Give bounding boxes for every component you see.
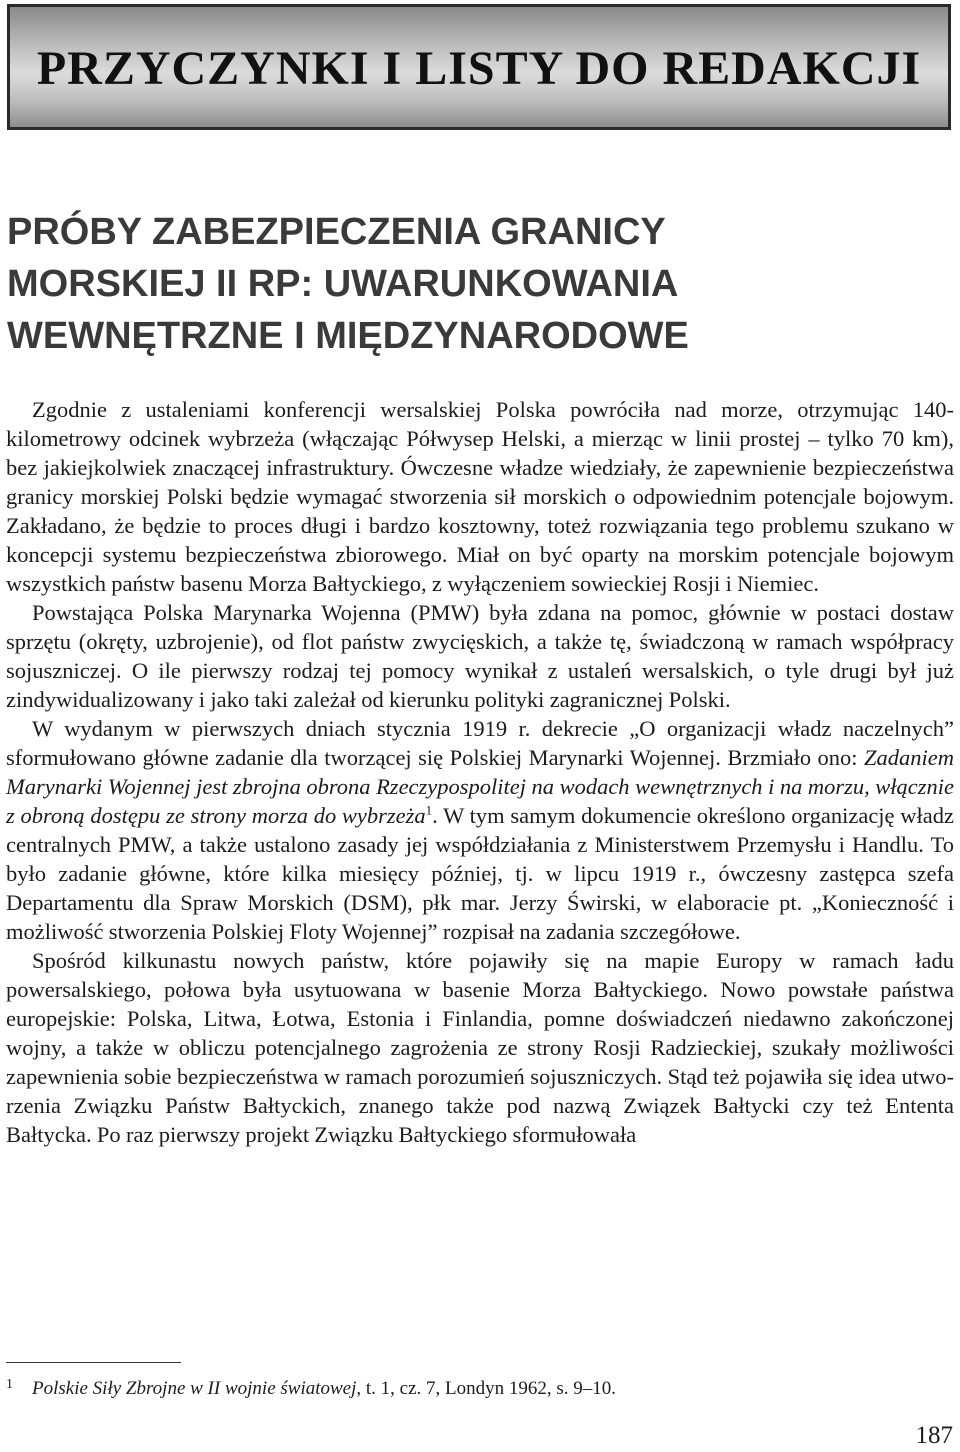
footnote — [6, 1372, 954, 1402]
paragraph — [6, 714, 954, 946]
footnote-divider — [6, 1362, 181, 1363]
paragraph-text: Spośród kilkunastu nowych państw, które pojawiły się na mapie Europy w ramach ładu powersalskiego, połowa była usytuowana w basenie Morza Bałtyckiego. Nowo powstałe państwa europejskie: Polska, Litwa, Łotwa, Estonia i Finlandia, pomne doświadczeń niedawno zakończonej wojny, a także w obliczu potencjalnego zagrożenia ze strony Rosji Radzieckiej, szukały możliwości zapewnienia sobie bezpieczeństwa w ramach porozumień sojuszniczych. Stąd też pojawiła się idea utworzenia Związku Państw Bałtyckich, znanego także pod nazwą Związek Bałtycki czy też Ententa Bałtycka. Po raz pierwszy projekt Związku Bałtyckiego sformułowała — [6, 948, 954, 1147]
paragraph-text: W wydanym w pierwszych dniach stycznia 1919 r. dekrecie „O organizacji władz naczelnych” sformułowano główne zadanie dla tworzącej się Polskiej Marynarki Wojennej. Brzmiało ono: — [6, 716, 954, 770]
footnote-source-details: , t. 1, cz. 7, Londyn 1962, s. 9–10. — [356, 1378, 617, 1399]
paragraph-text: . W tym samym dokumencie określono organizację władz centralnych PMW, a także ustalono zasady jej współdziałania z Ministerstwem Przemysłu i Handlu. To było zadanie główne, które kilka miesięcy później, tj. w lipcu 1919 r., ówczesny zastępca szefa Departamentu dla Spraw Morskich (DSM), płk mar. Jerzy Świrski, w elaboracie pt. „Konieczność i możliwość stworzenia Polskiej Floty Wojennej” rozpisał na zadania szczegółowe. — [6, 803, 954, 944]
article-title — [7, 206, 689, 362]
article-body — [6, 395, 954, 1149]
paragraph — [6, 395, 954, 598]
paragraph — [6, 946, 954, 1149]
article-title-line: MORSKIEJ II RP: UWARUNKOWANIA — [7, 263, 679, 305]
footnote-reference[interactable]: 1 — [425, 802, 433, 818]
section-heading: PRZYCZYNKI I LISTY DO REDAKCJI — [36, 41, 922, 95]
paragraph — [6, 598, 954, 714]
decree-quote: Zadaniem Marynarki Wojennej jest zbrojna obrona Rzeczypospolitej na wodach wewnętrznych i na morzu, włącznie z obroną dostępu ze strony morza do wybrzeża — [6, 745, 954, 828]
footnote-source-title: Polskie Siły Zbrojne w II wojnie światowej — [32, 1378, 357, 1399]
section-banner — [7, 4, 951, 130]
footnote-number: 1 — [6, 1377, 13, 1392]
article-title-line: WEWNĘTRZNE I MIĘDZYNARODOWE — [7, 315, 689, 357]
paragraph-text: Powstająca Polska Marynarka Wojenna (PMW) była zdana na pomoc, głównie w postaci dostaw sprzętu (okręty, uzbrojenie), od flot państw zwycięskich, a także tę, świadczoną w ramach współpracy sojuszniczej. O ile pierwszy rodzaj tej pomocy wynikał z ustaleń wersalskich, o tyle drugi był już zindywidualizowany i jako taki zależał od kierunku polityki zagranicznej Polski. — [6, 600, 954, 712]
article-title-line: PRÓBY ZABEZPIECZENIA GRANICY — [7, 211, 666, 253]
page-number: 187 — [915, 1422, 953, 1449]
paragraph-text: Zgodnie z ustaleniami konferencji wersalskiej Polska powróciła nad morze, otrzymując 140-kilometrowy odcinek wybrzeża (włączając Półwysep Helski, a mierząc w linii prostej – tylko 70 km), bez jakiejkolwiek znaczącej infrastruktury. Ówczesne władze wiedziały, że zapewnienie bezpieczeństwa granicy morskiej Polski będzie wymagać stworzenia sił morskich o odpowiednim potencjale bojowym. Zakładano, że będzie to proces długi i bardzo kosztowny, toteż rozwiązania tego problemu szukano w koncepcji systemu bezpieczeństwa zbiorowego. Miał on być oparty na morskim potencjale bojowym wszystkich państw basenu Morza Bałtyckiego, z wyłączeniem sowieckiej Rosji i Niemiec. — [6, 397, 954, 596]
